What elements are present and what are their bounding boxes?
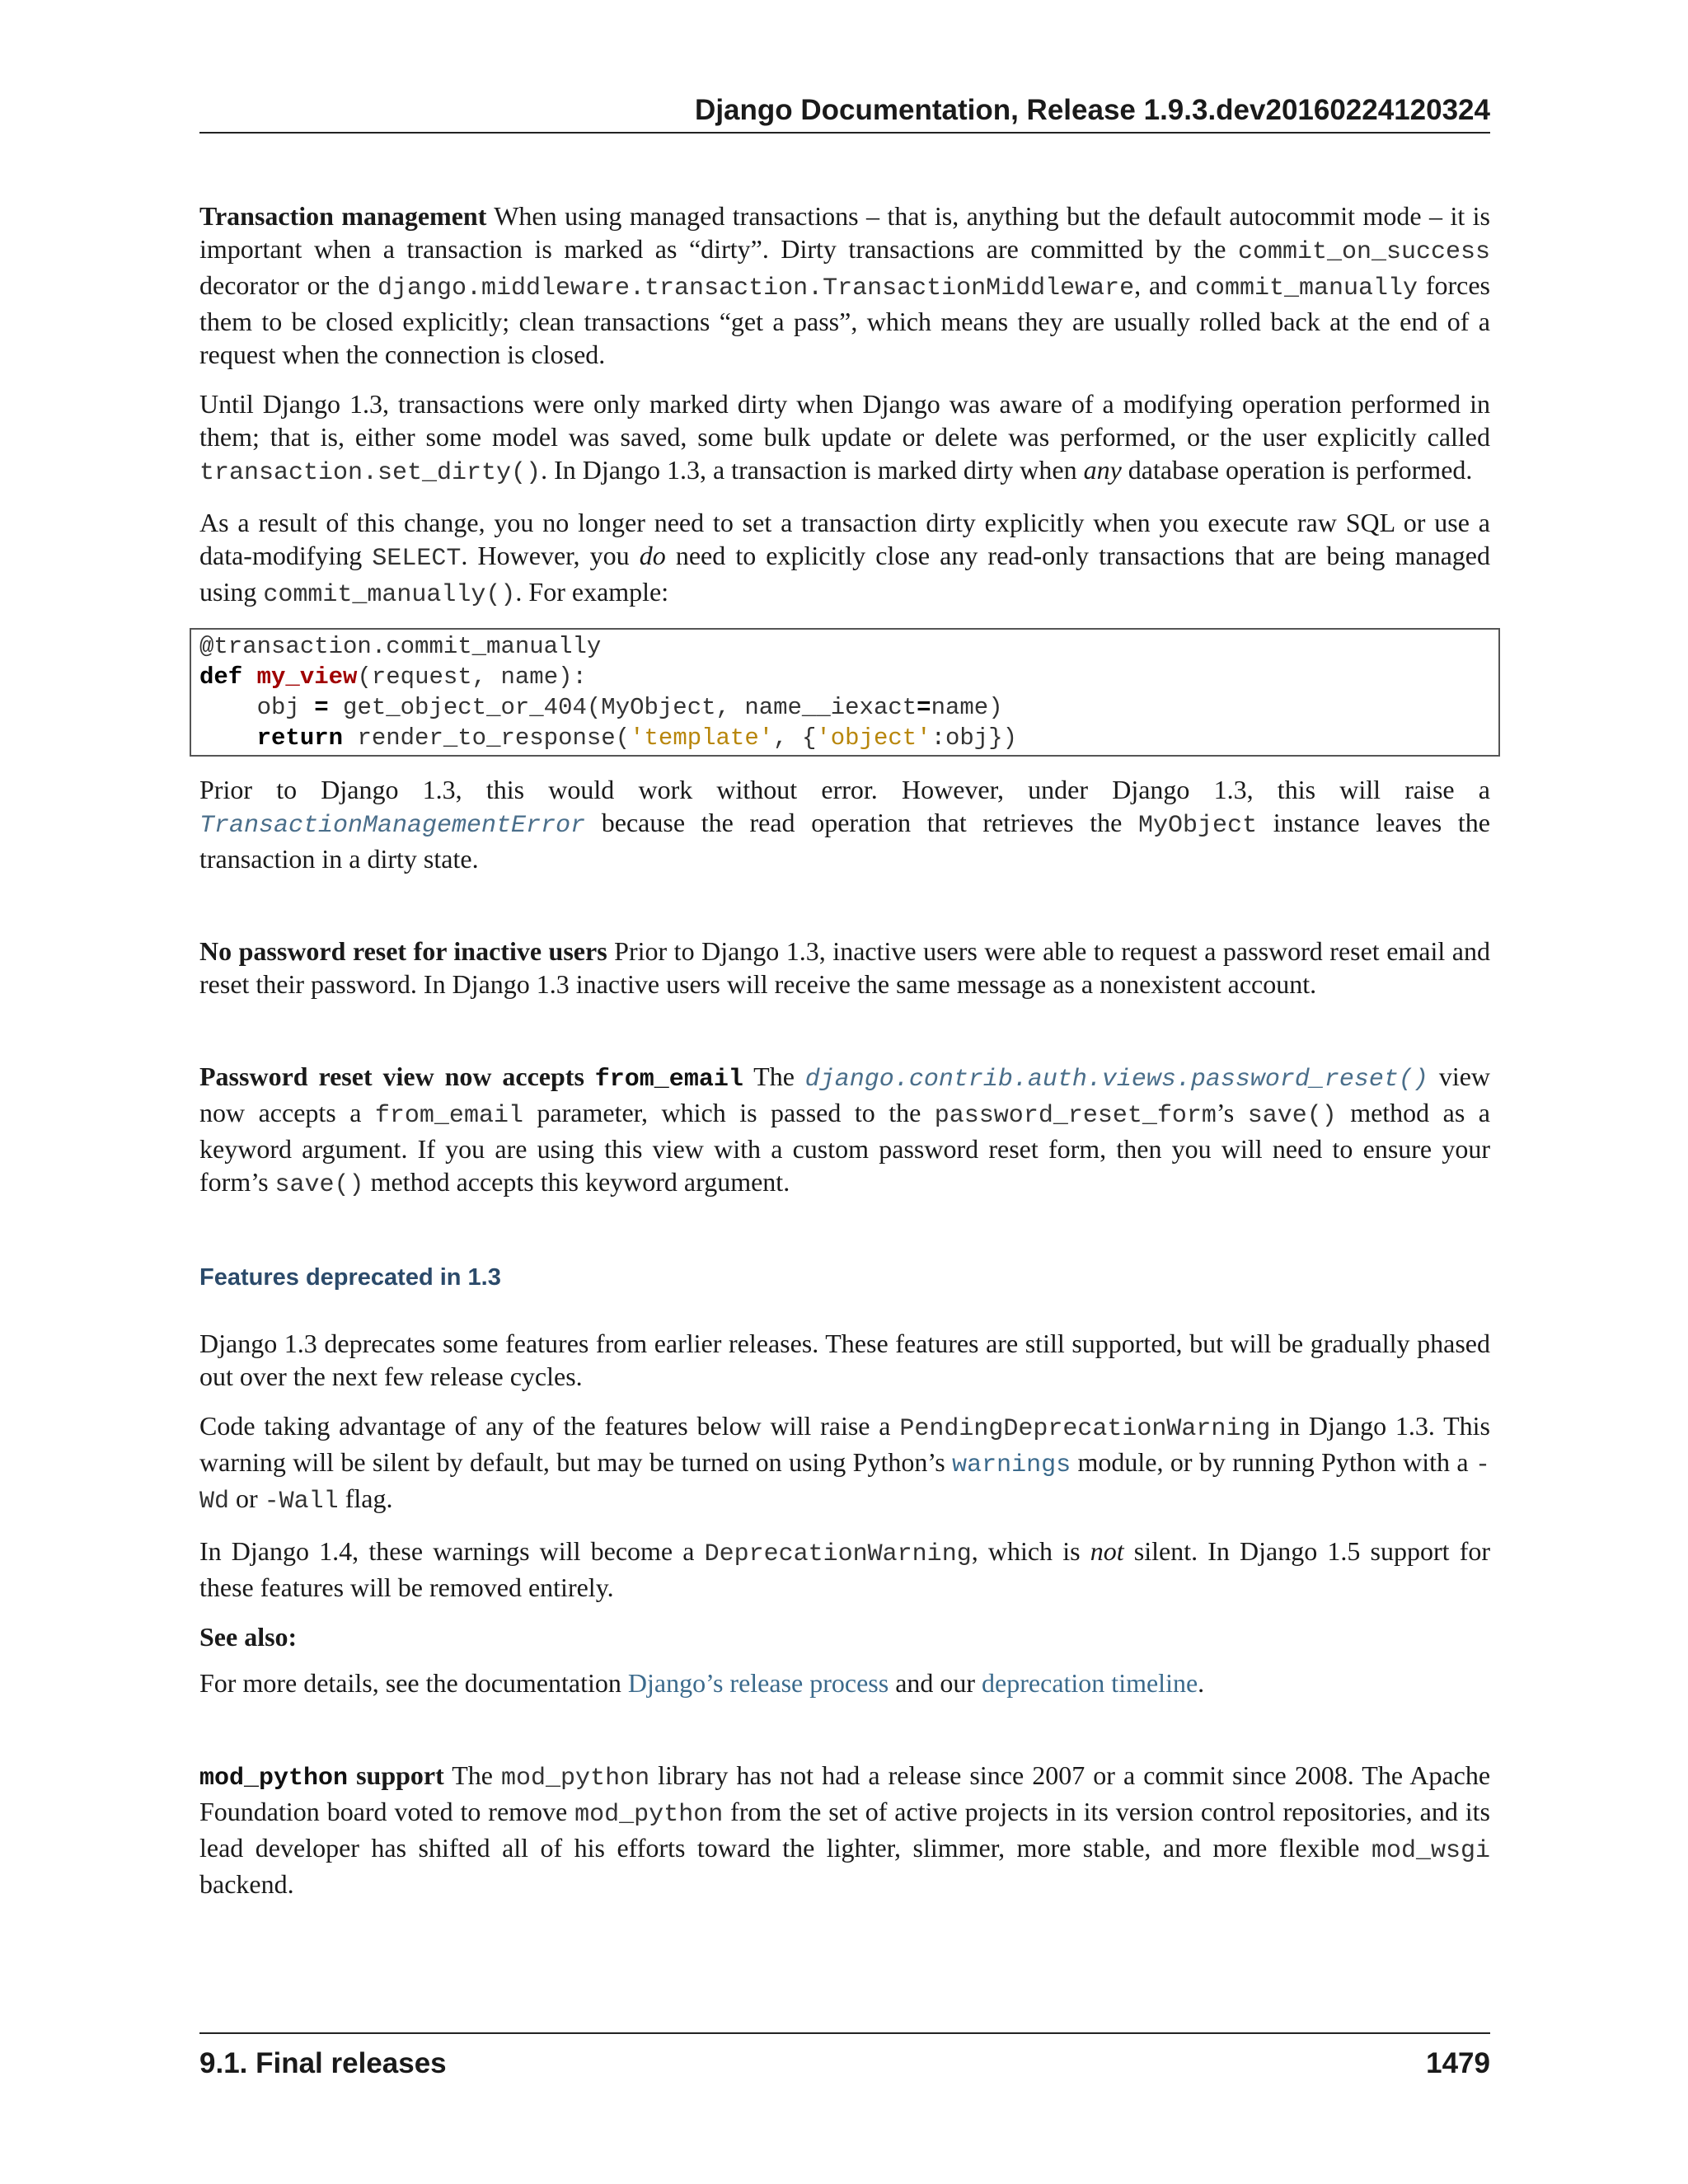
spacer [199,1218,1490,1261]
code-save: save() [1247,1102,1337,1130]
code-mod-python: mod_python [574,1801,724,1829]
spacer [199,1716,1490,1759]
spacer [199,1017,1490,1060]
code-from-email: from_email [374,1102,523,1130]
deprecation-intro-paragraph: Django 1.3 deprecates some features from earlier releases. These features are still supported, but will be gradually phased out over the next few release cycles. [199,1329,1490,1391]
section-title-no-password-reset: No password reset for inactive users [199,936,607,966]
code-pending-deprecation-warning: PendingDeprecationWarning [899,1415,1271,1443]
inactive-users-paragraph: No password reset for inactive users Prior to Django 1.3, inactive users were able to request a password reset email and reset their password. In Django 1.3 inactive users will receive the same message as a nonexistent account. [199,936,1491,999]
link-release-process[interactable]: Django’s release process [627,1668,889,1698]
transaction-error-paragraph: Prior to Django 1.3, this would work without error. However, under Django 1.3, this will raise a TransactionManagementError because the read operation that retrieves the MyObject instance leaves the transaction in a dirty state. [199,775,1491,874]
footer-page-number: 1479 [1426,2047,1490,2079]
password-reset-paragraph: Password reset view now accepts from_email The django.contrib.auth.views.password_reset() view now accepts a from_email parameter, which is passed to the password_reset_form’s save() method as a keyword argument. If you are using this view with a custom password reset form, then you will need to ensure your form’s save() method accepts this keyword argument. [199,1062,1491,1199]
code-select: SELECT [372,545,462,573]
transaction-management-paragraph: Transaction management When using managed transactions – that is, anything but the default autocommit mode – it is important when a transaction is marked as “dirty”. Dirty transactions are committed by the commit_on_success decorator or the django.middleware.transaction.TransactionMiddleware, and commit_manually forces them to be closed explicitly; clean transactions “get a pass”, which means they are usually rolled back at the end of a request when the connection is closed. [199,201,1491,369]
code-save: save() [274,1171,364,1199]
mod-python-paragraph: mod_python support The mod_python library has not had a release since 2007 or a commit since 2008. The Apache Foundation board voted to remove mod_python from the set of active projects in its version control repositories, and its lead developer has shifted all of his efforts toward the lighter, slimmer, more stable, and more flexible mod_wsgi backend. [199,1760,1491,1899]
code-myobject: MyObject [1138,812,1258,840]
heading-features-deprecated: Features deprecated in 1.3 [199,1264,501,1291]
code-line: def my_view(request, name): [199,663,587,691]
code-transaction-middleware: django.middleware.transaction.TransactionMiddleware [377,274,1135,302]
see-also-label: See also: [199,1622,298,1652]
page-content [199,199,1490,1917]
code-line: return render_to_response('template', {'object':obj}) [256,724,1018,752]
code-commit-manually-call: commit_manually() [263,581,516,609]
dirty-marking-paragraph: Until Django 1.3, transactions were only marked dirty when Django was aware of a modifying operation performed in them; that is, either some model was saved, some bulk update or delete was performed, or the user explicitly called transaction.set_dirty(). In Django 1.3, a transaction is marked dirty when any database operation is performed. [199,389,1490,487]
code-line: @transaction.commit_manually [199,633,602,660]
code-deprecation-warning: DeprecationWarning [704,1540,972,1568]
code-set-dirty: transaction.set_dirty() [199,459,542,487]
code-mod-wsgi: mod_wsgi [1371,1837,1490,1865]
raw-sql-paragraph: As a result of this change, you no longer need to set a transaction dirty explicitly when you execute raw SQL or use a data-modifying SELECT. However, you do need to explicitly close any read-only transactions that are being managed using commit_manually(). For example: [199,508,1491,609]
code-mod-python: mod_python [501,1765,650,1793]
page-footer [199,2032,1490,2083]
page-header [199,92,1490,134]
section-title-mod-python-support: mod_python support [199,1760,444,1793]
section-title-password-reset-view: Password reset view now accepts from_email [199,1062,743,1094]
pending-deprecation-paragraph: Code taking advantage of any of the features below will raise a PendingDeprecationWarning in Django 1.3. This warning will be silent by default, but may be turned on using Python’s warnings module, or by running Python with a -Wd or -Wall flag. [199,1411,1491,1516]
code-wd-flag: -Wd [199,1451,1491,1516]
link-password-reset-view[interactable]: django.contrib.auth.views.password_reset() [804,1066,1428,1094]
footer-section: 9.1. Final releases [199,2047,447,2079]
code-wall-flag: -Wall [264,1488,339,1516]
spacer [199,892,1490,935]
deprecation-warning-paragraph: In Django 1.4, these warnings will become a DeprecationWarning, which is not silent. In Django 1.5 support for these features will be removed entirely. [199,1536,1491,1602]
code-line: obj = get_object_or_404(MyObject, name__iexact=name) [199,694,1003,721]
link-deprecation-timeline[interactable]: deprecation timeline [982,1668,1198,1698]
section-title-transaction-management: Transaction management [199,201,487,231]
link-transaction-management-error[interactable]: TransactionManagementError [199,812,586,840]
code-commit-on-success: commit_on_success [1237,238,1490,266]
link-warnings-module[interactable]: warnings [952,1451,1071,1479]
see-also-paragraph: For more details, see the documentation Django’s release process and our deprecation timeline. [199,1668,1205,1698]
code-example-block [190,628,1500,757]
code-commit-manually: commit_manually [1194,274,1418,302]
header-title: Django Documentation, Release 1.9.3.dev20160224120324 [695,94,1490,126]
code-password-reset-form: password_reset_form [934,1102,1217,1130]
